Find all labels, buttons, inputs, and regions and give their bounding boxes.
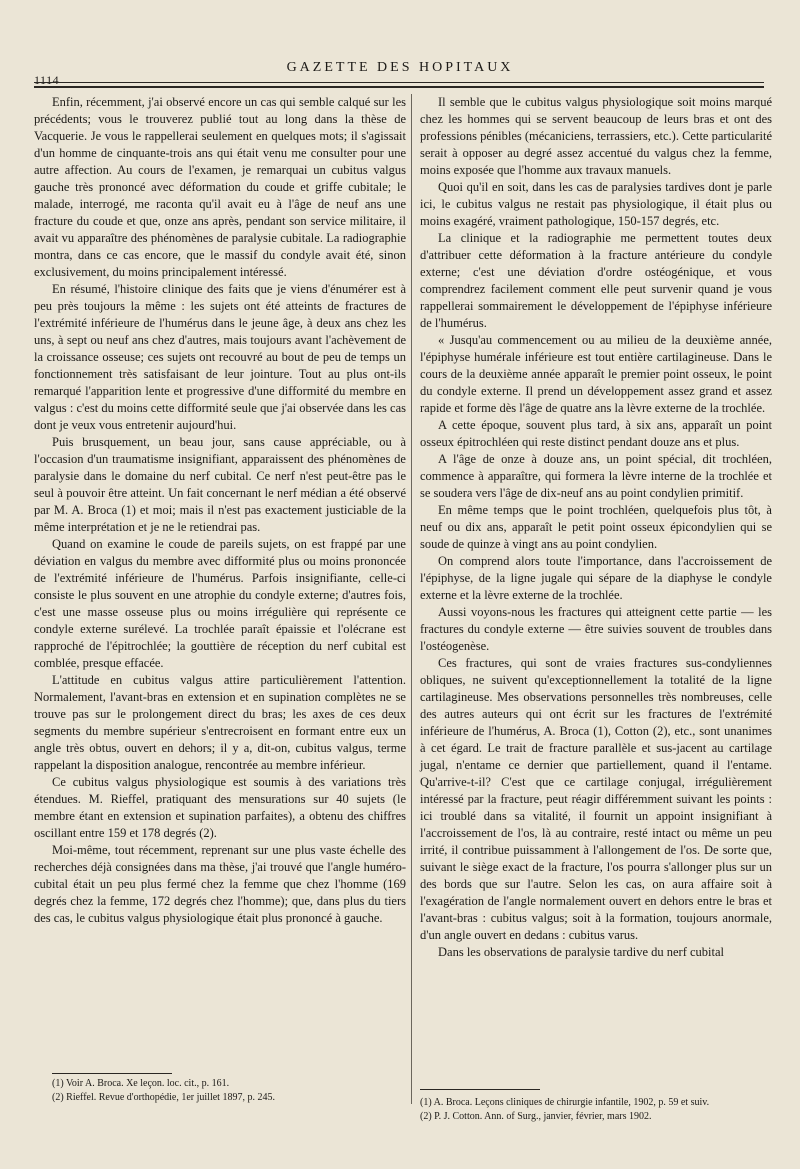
right-column: [420, 94, 772, 961]
footnote: (1) A. Broca. Leçons cliniques de chirurgie infantile, 1902, p. 59 et suiv.: [420, 1097, 710, 1108]
paragraph: Il semble que le cubitus valgus physiologique soit moins marqué chez les hommes qui se servent beaucoup de leurs bras et ont des professions pénibles (mécaniciens, terrassiers, etc.). Cette particularité serait à opposer au degré assez accentué du valgus chez la femme, moins exposée que l'homme aux travaux manuels.: [420, 95, 772, 177]
footnotes-left: [52, 1077, 392, 1105]
paragraph: En résumé, l'histoire clinique des faits que je viens d'énumérer est à peu près toujours la même : les sujets ont été atteints de fractures de l'extrémité inférieure de l'humérus dans le jeune âge, à deux ans chez les uns, à sept ou neuf ans chez d'autres, mais toujours avant l'achèvement de la croissance osseuse; ces sujets ont recouvré au bout de peu de temps un fonctionnement très satisfaisant de leur jointure. Tout au plus ont-ils remarqué l'apparition lente et progressive d'une difformité du membre en valgus : c'est du moins cette difformité seule que j'ai observée dans les cas dont je veux vous entretenir aujourd'hui.: [34, 282, 406, 432]
footnote-rule: [52, 1073, 172, 1074]
footnote: (2) Rieffel. Revue d'orthopédie, 1er juillet 1897, p. 245.: [52, 1092, 275, 1103]
page-number: 1114: [34, 73, 60, 87]
paragraph: On comprend alors toute l'importance, dans l'accroissement de l'épiphyse, de la ligne jugale qui sépare de la diaphyse le condyle externe et la lèvre externe de la trochlée.: [420, 554, 772, 602]
column-divider: [411, 94, 412, 1104]
footnotes-right: [420, 1096, 772, 1124]
paragraph: Quoi qu'il en soit, dans les cas de paralysies tardives dont je parle ici, le cubitus valgus ne restait pas physiologique, il était plus ou moins exagéré, vraiment pathologique, 150-157 degrés, etc.: [420, 180, 772, 228]
paragraph: Aussi voyons-nous les fractures qui atteignent cette partie — les fractures du condyle externe — être suivies souvent de troubles dans l'ostéogenèse.: [420, 605, 772, 653]
paragraph: Quand on examine le coude de pareils sujets, on est frappé par une déviation en valgus du membre avec difformité plus ou moins prononcée de l'extrémité inférieure de l'humérus. Parfois insignifiante, celle-ci consiste le plus souvent en une atrophie du condyle externe; d'autres fois, c'est une masse osseuse plus ou moins irrégulière qui représente ce condyle externe surélevé. La trochlée paraît épaissie et l'olécrane est rapproché de l'épitrochlée; la gouttière de réception du nerf cubital est comblée, presque effacée.: [34, 537, 406, 670]
paragraph: Ces fractures, qui sont de vraies fractures sus-condyliennes obliques, ne suivent qu'exceptionnellement la totalité de la ligne cartilagineuse. Mes observations personnelles très nombreuses, celle des autres auteurs qui ont écrit sur les fractures de l'extrémité inférieure de l'humérus, A. Broca (1), Cotton (2), etc., sont unanimes à cet égard. Le trait de fracture parallèle et sus-jacent au cartilage jugal, n'entame ce dernier que partiellement, quand il l'entame. Qu'arrive-t-il? C'est que ce cartilage conjugal, irrégulièrement intéressé par la fracture, peut réagir différemment suivant les points : ici troublé dans sa vitalité, il fournit un appoint insignifiant à l'accroissement de l'os, là au contraire, resté intact ou même un peu irrité, il contribue puissamment à l'allongement de l'os. De sorte que, suivant le siège exact de la fracture, l'os pourra s'allonger plus sur un des bords que sur l'autre. Selon les cas, on aura affaire soit à l'exagération de l'angle normalement ouvert en dehors entre le bras et l'avant-bras : cubitus valgus; soit à la formation, toujours anormale, d'un angle ouvert en dedans : cubitus varus.: [420, 656, 772, 942]
paragraph: « Jusqu'au commencement ou au milieu de la deuxième année, l'épiphyse humérale inférieure est tout entière cartilagineuse. Dans le cours de la deuxième année apparaît le premier point osseux, le point du condyle externe. Il prend un développement assez grand et assez rapide et forme dès l'âge de quatre ans la lèvre externe de la trochlée.: [420, 333, 772, 415]
footnote: (1) Voir A. Broca. Xe leçon. loc. cit., p. 161.: [52, 1078, 230, 1089]
paragraph: Ce cubitus valgus physiologique est soumis à des variations très étendues. M. Rieffel, pratiquant des mensurations sur 40 sujets (le membre étant en extension et supination parfaites), a obtenu des chiffres oscillant entre 159 et 178 degrés (2).: [34, 775, 406, 840]
paragraph: Enfin, récemment, j'ai observé encore un cas qui semble calqué sur les précédents; vous le trouverez publié tout au long dans la thèse de Vacquerie. Je vous le rappellerai seulement en quelques mots; il s'agissait d'un homme de cinquante-trois ans qui était venu me consulter pour une autre affection. Au cours de l'examen, je remarquai un cubitus valgus gauche très prononcé avec déformation du coude et griffe cubitale; le malade, interrogé, me raconta qu'il avait eu à l'âge de neuf ans une fracture du coude et que, onze ans après, pendant son service militaire, il avait vu apparaître des phénomènes de paralysie cubitale. La radiographie montra, dans ce cas encore, que le massif du condyle avait été, sinon exclusivement, du moins principalement intéressé.: [34, 95, 406, 279]
footnote-rule: [420, 1089, 540, 1090]
left-column: [34, 94, 406, 927]
journal-title: GAZETTE DES HOPITAUX: [286, 60, 514, 75]
header-rule: [34, 82, 764, 83]
paragraph: Puis brusquement, un beau jour, sans cause appréciable, ou à l'occasion d'un traumatisme insignifiant, apparaissent des phénomènes de paralysie dans le domaine du nerf cubital. Ce nerf n'est peut-être pas le seul à pouvoir être atteint. Un fait concernant le nerf médian a été observé par M. A. Broca (1) et moi; mais il n'est pas exactement justiciable de la même interprétation et je ne le retiendrai pas.: [34, 435, 406, 534]
paragraph: A cette époque, souvent plus tard, à six ans, apparaît un point osseux épitrochléen qui reste distinct pendant douze ans et plus.: [420, 418, 772, 449]
paragraph: A l'âge de onze à douze ans, un point spécial, dit trochléen, commence à apparaître, qui formera la lèvre interne de la trochlée et se soudera vers l'âge de dix-neuf ans au point condylien primitif.: [420, 452, 772, 500]
paragraph: En même temps que le point trochléen, quelquefois plus tôt, à neuf ou dix ans, apparaît le petit point osseux épicondylien qui se soude de quinze à vingt ans au point condylien.: [420, 503, 772, 551]
paragraph: Dans les observations de paralysie tardive du nerf cubital: [438, 945, 725, 959]
paragraph: L'attitude en cubitus valgus attire particulièrement l'attention. Normalement, l'avant-bras en extension et en supination complètes ne se trouve pas sur le prolongement direct du bras; les axes de ces deux segments du membre supérieur s'entrecroisent en formant entre eux un angle très obtus, ouvert en dehors; il y a, dit-on, cubitus valgus, terme rappelant la disposition analogue, rencontrée au membre inférieur.: [34, 673, 406, 772]
paragraph: La clinique et la radiographie me permettent toutes deux d'attribuer cette déformation à la fracture antérieure du condyle externe; c'est une déviation d'ordre ostéogénique, et vous comprendrez facilement comment elle peut survenir quand je vous rappellerai sommairement le développement de l'épiphyse inférieure de l'humérus.: [420, 231, 772, 330]
footnote: (2) P. J. Cotton. Ann. of Surg., janvier, février, mars 1902.: [420, 1111, 652, 1122]
header-rule-thick: [34, 86, 764, 88]
paragraph: Moi-même, tout récemment, reprenant sur une plus vaste échelle des recherches déjà consignées dans ma thèse, j'ai trouvé que l'angle huméro-cubital était un peu plus fermé chez la femme que chez l'homme (169 degrés chez la femme, 172 degrés chez l'homme); que, dans plus du tiers des cas, le cubitus valgus physiologique était plus prononcé à gauche.: [34, 843, 406, 925]
